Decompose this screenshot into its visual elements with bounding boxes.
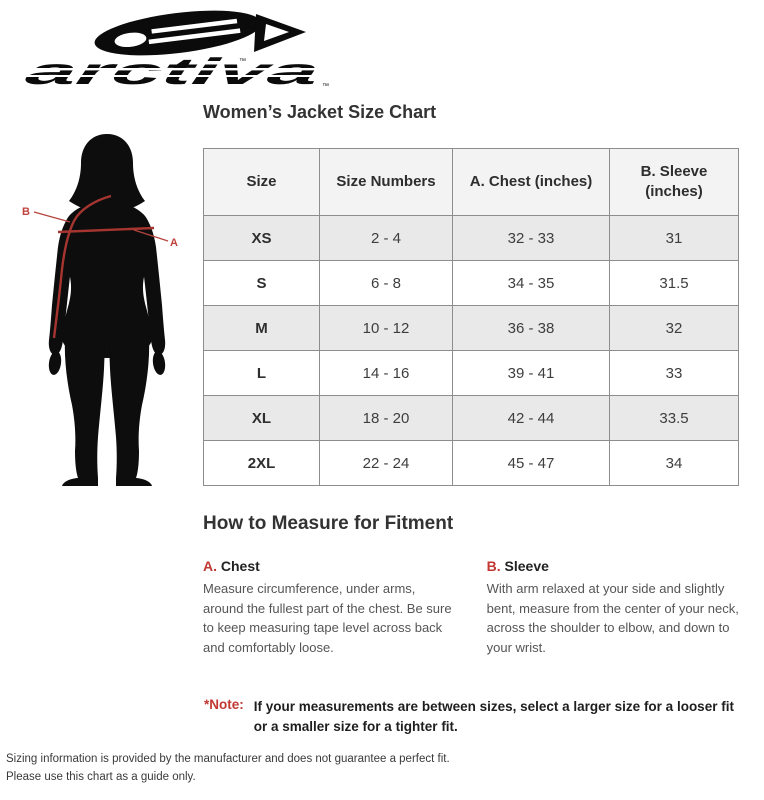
cell-size-numbers: 14 - 16 [320,351,453,396]
cell-size-numbers: 6 - 8 [320,261,453,306]
table-row-m [204,306,739,351]
cell-size-numbers: 2 - 4 [320,216,453,261]
measurement-figure [18,132,196,488]
sizing-note [204,697,749,736]
cell-sleeve: 33 [610,351,739,396]
body-silhouette-image [18,132,196,488]
body-silhouette [47,134,166,486]
arctiva-logo [18,6,334,90]
page-title: Women’s Jacket Size Chart [203,102,437,122]
measure-columns [203,558,748,657]
note-text: If your measurements are between sizes, select a larger size for a looser fit or a smaller size for a tighter fit. [253,699,734,734]
cell-sleeve: 32 [610,306,739,351]
arctiva-wordmark [22,50,329,90]
sleeve-name: Sleeve [504,558,549,574]
cell-sleeve: 33.5 [610,396,739,441]
cell-size: M [204,306,320,351]
table-row-l [204,351,739,396]
table-row-2xl [204,441,739,486]
col-header-chest: A. Chest (inches) [453,149,610,216]
label-a: A [170,237,178,249]
footer-line-2: Please use this chart as a guide only. [6,770,196,783]
table-row-xs [204,216,739,261]
cell-size-numbers: 22 - 24 [320,441,453,486]
cell-chest: 45 - 47 [453,441,610,486]
cell-sleeve: 34 [610,441,739,486]
footer-line-1: Sizing information is provided by the manufacturer and does not guarantee a perfect fit. [6,753,450,765]
cell-size: XS [204,216,320,261]
table-row-xl [204,396,739,441]
measure-heading: How to Measure for Fitment [203,513,454,534]
cell-sleeve: 31.5 [610,261,739,306]
cell-chest: 36 - 38 [453,306,610,351]
cell-size: S [204,261,320,306]
label-b: B [22,206,30,218]
symbol-trademark: ™ [239,58,246,65]
arctiva-logo-image [18,6,334,90]
cell-chest: 32 - 33 [453,216,610,261]
col-header-sleeve: B. Sleeve (inches) [610,149,739,216]
cell-size: L [204,351,320,396]
footer-disclaimer [6,751,450,787]
cell-chest: 39 - 41 [453,351,610,396]
cell-size: XL [204,396,320,441]
table-row-s [204,261,739,306]
chest-name: Chest [220,558,260,574]
cell-chest: 34 - 35 [453,261,610,306]
col-header-size: Size [204,149,320,216]
cell-size: 2XL [204,441,320,486]
note-label: *Note: [204,697,244,712]
measure-chest-section [203,558,455,657]
cell-sleeve: 31 [610,216,739,261]
cell-size-numbers: 18 - 20 [320,396,453,441]
sleeve-letter: B. [486,558,501,574]
cell-chest: 42 - 44 [453,396,610,441]
cell-size-numbers: 10 - 12 [320,306,453,351]
wordmark-trademark: ™ [322,83,329,90]
chest-letter: A. [203,558,217,574]
sleeve-leader-line [34,212,70,222]
sleeve-instructions: With arm relaxed at your side and slightly bent, measure from the center of your neck, across the shoulder to elbow, and down to your wrist. [486,581,739,655]
chest-heading [203,558,455,574]
table-header-row [204,149,739,216]
sleeve-heading [487,558,748,574]
chest-instructions: Measure circumference, under arms, around the fullest part of the chest. Be sure to keep measuring tape level across back and comfortably loose. [203,581,452,655]
measure-sleeve-section [487,558,748,657]
col-header-size-numbers: Size Numbers [320,149,453,216]
size-table [203,148,739,486]
